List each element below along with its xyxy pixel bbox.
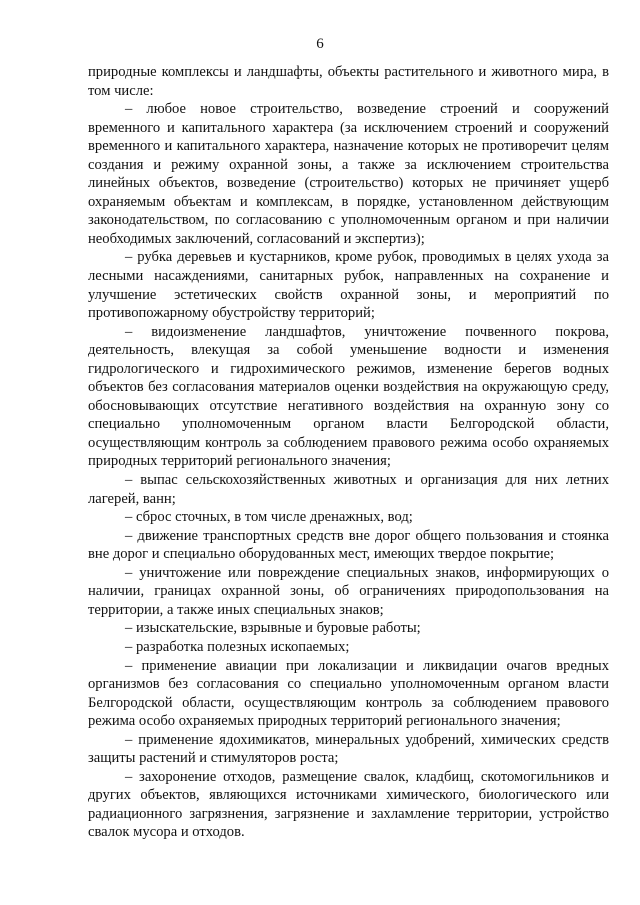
page-number: 6 <box>316 36 324 52</box>
list-item-mineral-extraction: – разработка полезных ископаемых; <box>125 638 350 655</box>
list-item-wastewater-discharge: – сброс сточных, в том числе дренажных, вод; <box>125 509 413 526</box>
list-item-new-construction: – любое новое строительство, возведение строений и сооружений временного и капитального характера (за исключением строений и сооружений временного и капитального характера, назначение которых не противоречит целям создания и режиму охранной зоны, а также за исключением строительства линейных объектов, возведение (строительство) которых не причиняет ущерб охраняемым объектам и комплексам, в порядке, установленном действующим законодательством, по согласованию с уполномоченным органом и при наличии необходимых заключений, согласований и экспертиз); <box>88 101 609 247</box>
list-item-tree-felling: – рубка деревьев и кустарников, кроме рубок, проводимых в целях ухода за лесными насаждениями, санитарных рубок, направленных на сохранение и улучшение эстетических свойств охранной зоны, и мероприятий по противопожарному обустройству территорий; <box>88 249 609 322</box>
intro-paragraph: природные комплексы и ландшафты, объекты растительного и животного мира, в том числе: <box>88 64 609 99</box>
list-item-aviation-use: – применение авиации при локализации и ликвидации очагов вредных организмов без согласования со специально уполномоченным органом власти Белгородской области, осуществляющим контроль за соблюдением правового режима особо охраняемых природных территорий регионального значения; <box>88 657 609 730</box>
list-item-vehicle-traffic: – движение транспортных средств вне дорог общего пользования и стоянка вне дорог и специально оборудованных мест, имеющих твердое покрытие; <box>88 527 609 563</box>
list-item-waste-disposal: – захоронение отходов, размещение свалок, кладбищ, скотомогильников и других объектов, являющихся источниками химического, биологического или радиационного загрязнения, загрязнение и захламление территории, устройство свалок мусора и отходов. <box>88 768 609 841</box>
list-item-landscape-change: – видоизменение ландшафтов, уничтожение почвенного покрова, деятельность, влекущая за собой уменьшение водности и изменения гидрологического и гидрохимического режимов, изменение берегов водных объектов без согласования материалов оценки воздействия на окружающую среду, обосновывающих отсутствие негативного воздействия на охранную зону со специально уполномоченным органом власти Белгородской области, осуществляющим контроль за соблюдением правового режима особо охраняемых природных территорий регионального значения; <box>88 323 609 470</box>
list-item-sign-damage: – уничтожение или повреждение специальных знаков, информирующих о наличии, границах охранной зоны, об ограничениях природопользования на территории, а также иных специальных знаков; <box>88 564 609 618</box>
list-item-survey-blasting: – изыскательские, взрывные и буровые работы; <box>125 620 421 637</box>
list-item-livestock-grazing: – выпас сельскохозяйственных животных и организация для них летних лагерей, ванн; <box>88 472 609 507</box>
list-item-agrochemicals: – применение ядохимикатов, минеральных удобрений, химических средств защиты растений и стимуляторов роста; <box>88 731 609 767</box>
document-body <box>88 63 609 842</box>
